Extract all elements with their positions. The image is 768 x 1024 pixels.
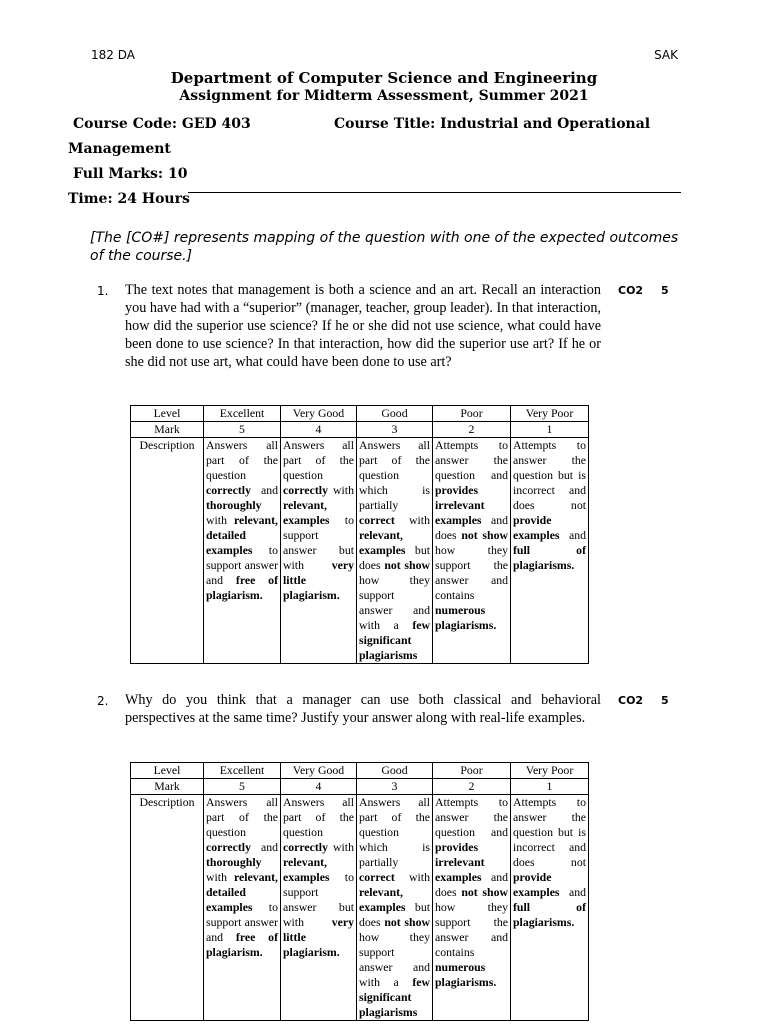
rubric-emphasis: relevant, examples	[359, 528, 406, 557]
co-mapping-note: [The [CO#] represents mapping of the question with one of the expected outcomes of the course.]	[90, 230, 679, 264]
rubric-row-label: Mark	[131, 422, 204, 438]
rubric-emphasis: thoroughly	[206, 855, 262, 869]
rubric-text: to support answer and	[206, 543, 278, 587]
rubric-text: and	[250, 840, 278, 854]
rubric-mark-row	[131, 779, 589, 795]
rubric-level-poor: Poor	[433, 406, 511, 422]
rubric-emphasis: very little plagiarism.	[283, 915, 354, 959]
question-2-text: Why do you think that a manager can use both classical and behavioral perspectives at the same time? Justify your answer along with real-life examples.	[125, 692, 601, 726]
rubric-text: but does	[359, 543, 430, 572]
rubric-level-poor: Poor	[433, 763, 511, 779]
rubric-row-label: Level	[131, 406, 204, 422]
department-title: Department of Computer Science and Engineering	[170, 69, 598, 87]
rubric-level-very-poor: Very Poor	[511, 763, 589, 779]
assignment-title: Assignment for Midterm Assessment, Summer 2021	[179, 88, 589, 104]
rubric-description-cell	[433, 438, 511, 664]
rubric-text: with	[394, 870, 430, 884]
rubric-description-cell	[511, 438, 589, 664]
rubric-description-cell	[357, 438, 433, 664]
rubric-text: Attempts to answer the question and	[435, 795, 508, 839]
rubric-emphasis: very little plagiarism.	[283, 558, 354, 602]
question-2-number: 2.	[97, 694, 109, 708]
rubric-description-cell	[204, 795, 281, 1021]
rubric-text: with	[327, 840, 354, 854]
rubric-level-very-good: Very Good	[281, 406, 357, 422]
rubric-emphasis: correctly	[283, 840, 328, 854]
rubric-emphasis: thoroughly	[206, 498, 262, 512]
rubric-text: Attempts to answer the question but is incorrect and does not	[513, 438, 586, 512]
rubric-emphasis: provides irrelevant examples	[435, 483, 485, 527]
rubric-text: and	[559, 528, 586, 542]
rubric-text: Attempts to answer the question and	[435, 438, 508, 482]
rubric-text: Answers all part of the question	[206, 438, 278, 482]
rubric-level-excellent: Excellent	[204, 763, 281, 779]
rubric-table-1	[130, 405, 589, 664]
rubric-table-2-clip	[0, 762, 768, 1019]
course-title-continued: Management	[68, 141, 171, 157]
rubric-text: and does	[435, 870, 508, 899]
rubric-description-cell	[281, 438, 357, 664]
rubric-text: Answers all part of the question	[283, 795, 354, 839]
rubric-text: to support answer and	[206, 900, 278, 944]
question-2-co: CO2	[618, 694, 644, 707]
rubric-emphasis: correctly	[206, 483, 251, 497]
question-2-marks: 5	[661, 694, 669, 707]
rubric-mark-cell: 5	[204, 779, 281, 795]
rubric-emphasis: full of plagiarisms.	[513, 900, 586, 929]
rubric-level-good: Good	[357, 406, 433, 422]
header-right-initials: SAK	[654, 48, 678, 62]
header-divider	[188, 192, 681, 193]
rubric-emphasis: few significant plagiarisms	[359, 975, 430, 1019]
rubric-mark-cell: 4	[281, 422, 357, 438]
rubric-text: how they support answer and with a	[359, 573, 430, 632]
rubric-emphasis: correctly	[206, 840, 251, 854]
course-code: Course Code: GED 403	[73, 116, 251, 132]
rubric-emphasis: not show	[461, 885, 508, 899]
rubric-description-row	[131, 438, 589, 664]
rubric-text: Attempts to answer the question but is incorrect and does not	[513, 795, 586, 869]
question-1-co: CO2	[618, 284, 644, 297]
full-marks: Full Marks: 10	[73, 166, 188, 182]
rubric-text: and	[250, 483, 278, 497]
rubric-mark-row	[131, 422, 589, 438]
rubric-text: how they support answer and with a	[359, 930, 430, 989]
rubric-level-very-good: Very Good	[281, 763, 357, 779]
rubric-emphasis: correct	[359, 513, 395, 527]
rubric-text: Answers all part of the question which is partially	[359, 795, 430, 869]
rubric-description-cell	[204, 438, 281, 664]
rubric-description-cell	[511, 795, 589, 1021]
rubric-text: how they support the answer and contains	[435, 543, 508, 602]
rubric-row-label: Mark	[131, 779, 204, 795]
rubric-emphasis: provide examples	[513, 513, 560, 542]
question-1-marks: 5	[661, 284, 669, 297]
rubric-text: with	[206, 513, 234, 527]
rubric-level-row	[131, 763, 589, 779]
rubric-row-label: Description	[131, 438, 204, 664]
rubric-emphasis: relevant, examples	[283, 855, 330, 884]
rubric-text: with	[206, 870, 234, 884]
rubric-text: Answers all part of the question	[206, 795, 278, 839]
header-left-code: 182 DA	[91, 48, 135, 62]
rubric-emphasis: full of plagiarisms.	[513, 543, 586, 572]
rubric-emphasis: relevant, detailed examples	[206, 870, 278, 914]
rubric-mark-cell: 2	[433, 779, 511, 795]
rubric-text: to support answer but with	[283, 870, 354, 929]
rubric-mark-cell: 2	[433, 422, 511, 438]
rubric-text: Answers all part of the question which is partially	[359, 438, 430, 512]
rubric-emphasis: provide examples	[513, 870, 560, 899]
rubric-emphasis: correctly	[283, 483, 328, 497]
question-1-text: The text notes that management is both a science and an art. Recall an interaction you have had with a “superior” (manager, teacher, group leader). In that interaction, how did the superior use science? If he or she did not use science, what could have been done to use science? In that interaction, how did the superior use art? If he or she did not use art, what could have been done to use art?	[125, 282, 601, 370]
rubric-emphasis: relevant, examples	[283, 498, 330, 527]
rubric-emphasis: not show	[384, 915, 430, 929]
rubric-description-cell	[357, 795, 433, 1021]
rubric-emphasis: not show	[384, 558, 430, 572]
rubric-mark-cell: 5	[204, 422, 281, 438]
rubric-emphasis: relevant, detailed examples	[206, 513, 278, 557]
rubric-text: with	[327, 483, 354, 497]
rubric-mark-cell: 1	[511, 779, 589, 795]
rubric-table-2	[130, 762, 589, 1021]
rubric-emphasis: numerous plagiarisms.	[435, 960, 497, 989]
rubric-description-cell	[433, 795, 511, 1021]
rubric-row-label: Description	[131, 795, 204, 1021]
rubric-text: and does	[435, 513, 508, 542]
rubric-text: to support answer but with	[283, 513, 354, 572]
course-title: Course Title: Industrial and Operational	[334, 116, 651, 132]
rubric-emphasis: free of plagiarism.	[206, 930, 278, 959]
rubric-text: and	[559, 885, 586, 899]
rubric-emphasis: relevant, examples	[359, 885, 406, 914]
rubric-description-row	[131, 795, 589, 1021]
rubric-emphasis: provides irrelevant examples	[435, 840, 485, 884]
rubric-description-cell	[281, 795, 357, 1021]
rubric-level-excellent: Excellent	[204, 406, 281, 422]
rubric-mark-cell: 1	[511, 422, 589, 438]
rubric-level-row	[131, 406, 589, 422]
rubric-text: Answers all part of the question	[283, 438, 354, 482]
rubric-level-very-poor: Very Poor	[511, 406, 589, 422]
time-limit: Time: 24 Hours	[68, 191, 190, 207]
rubric-mark-cell: 4	[281, 779, 357, 795]
rubric-text: with	[394, 513, 430, 527]
rubric-level-good: Good	[357, 763, 433, 779]
rubric-emphasis: not show	[461, 528, 508, 542]
question-1-number: 1.	[97, 284, 109, 298]
rubric-emphasis: few significant plagiarisms	[359, 618, 430, 662]
rubric-text: but does	[359, 900, 430, 929]
rubric-emphasis: numerous plagiarisms.	[435, 603, 497, 632]
rubric-emphasis: free of plagiarism.	[206, 573, 278, 602]
rubric-row-label: Level	[131, 763, 204, 779]
rubric-mark-cell: 3	[357, 779, 433, 795]
rubric-mark-cell: 3	[357, 422, 433, 438]
rubric-emphasis: correct	[359, 870, 395, 884]
rubric-text: how they support the answer and contains	[435, 900, 508, 959]
